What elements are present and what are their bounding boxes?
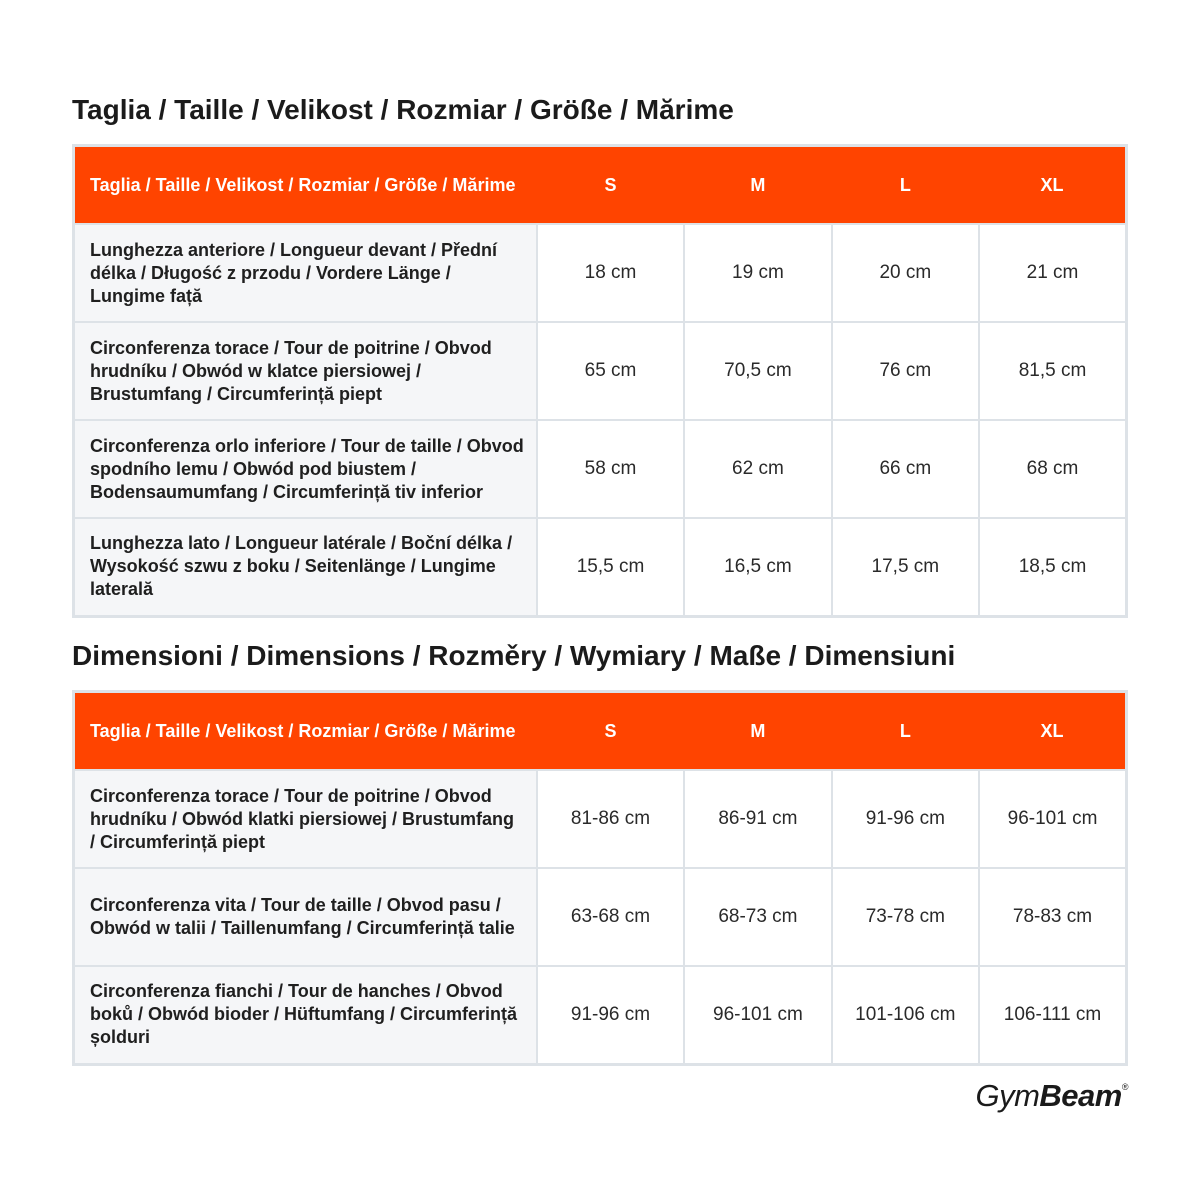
cell-value: 20 cm: [832, 224, 979, 322]
size-section-title: Taglia / Taille / Velikost / Rozmiar / Größe / Mărime: [72, 94, 734, 125]
table-row: [74, 770, 1127, 868]
table-header-row: [74, 146, 1127, 225]
header-size-l: L: [832, 146, 979, 225]
cell-value: 78-83 cm: [979, 868, 1126, 966]
header-size-m: M: [684, 146, 831, 225]
cell-value: 68-73 cm: [684, 868, 831, 966]
cell-value: 66 cm: [832, 420, 979, 518]
row-label: Circonferenza vita / Tour de taille / Obvod pasu / Obwód w talii / Taillenumfang / Circumferință talie: [74, 868, 537, 966]
header-size-xl: XL: [979, 692, 1126, 771]
logo-part-gym: Gym: [975, 1078, 1040, 1113]
row-label: Circonferenza torace / Tour de poitrine / Obvod hrudníku / Obwód w klatce piersiowej / Brustumfang / Circumferință piept: [74, 322, 537, 420]
cell-value: 18,5 cm: [979, 518, 1126, 616]
cell-value: 21 cm: [979, 224, 1126, 322]
cell-value: 16,5 cm: [684, 518, 831, 616]
dimensions-section-title: Dimensioni / Dimensions / Rozměry / Wymiary / Maße / Dimensiuni: [72, 640, 956, 671]
row-label: Lunghezza lato / Longueur latérale / Boční délka / Wysokość szwu z boku / Seitenlänge / Lungime laterală: [74, 518, 537, 616]
cell-value: 15,5 cm: [537, 518, 684, 616]
header-size-xl: XL: [979, 146, 1126, 225]
table-row: [74, 224, 1127, 322]
cell-value: 101-106 cm: [832, 966, 979, 1064]
cell-value: 106-111 cm: [979, 966, 1126, 1064]
cell-value: 76 cm: [832, 322, 979, 420]
table-row: [74, 868, 1127, 966]
header-label: Taglia / Taille / Velikost / Rozmiar / Größe / Mărime: [74, 692, 537, 771]
header-size-l: L: [832, 692, 979, 771]
table-row: [74, 518, 1127, 616]
cell-value: 58 cm: [537, 420, 684, 518]
cell-value: 63-68 cm: [537, 868, 684, 966]
row-label: Circonferenza torace / Tour de poitrine / Obvod hrudníku / Obwód klatki piersiowej / Brustumfang / Circumferință piept: [74, 770, 537, 868]
cell-value: 96-101 cm: [684, 966, 831, 1064]
dimensions-table: [72, 690, 1128, 1066]
cell-value: 65 cm: [537, 322, 684, 420]
table-row: [74, 966, 1127, 1064]
cell-value: 62 cm: [684, 420, 831, 518]
cell-value: 70,5 cm: [684, 322, 831, 420]
header-size-s: S: [537, 146, 684, 225]
size-table: [72, 144, 1128, 618]
row-label: Lunghezza anteriore / Longueur devant / Přední délka / Długość z przodu / Vordere Länge / Lungime față: [74, 224, 537, 322]
row-label: Circonferenza orlo inferiore / Tour de taille / Obvod spodního lemu / Obwód pod biustem / Bodensaumumfang / Circumferință tiv inferior: [74, 420, 537, 518]
row-label: Circonferenza fianchi / Tour de hanches / Obvod boků / Obwód bioder / Hüftumfang / Circumferință șolduri: [74, 966, 537, 1064]
header-size-s: S: [537, 692, 684, 771]
cell-value: 17,5 cm: [832, 518, 979, 616]
header-label: Taglia / Taille / Velikost / Rozmiar / Größe / Mărime: [74, 146, 537, 225]
cell-value: 68 cm: [979, 420, 1126, 518]
logo-part-beam: Beam: [1039, 1078, 1122, 1113]
registered-mark: ®: [1121, 1082, 1128, 1092]
cell-value: 18 cm: [537, 224, 684, 322]
cell-value: 73-78 cm: [832, 868, 979, 966]
table-row: [74, 322, 1127, 420]
cell-value: 91-96 cm: [537, 966, 684, 1064]
header-size-m: M: [684, 692, 831, 771]
gymbeam-logo: [975, 1078, 1128, 1114]
cell-value: 19 cm: [684, 224, 831, 322]
cell-value: 96-101 cm: [979, 770, 1126, 868]
table-header-row: [74, 692, 1127, 771]
cell-value: 81,5 cm: [979, 322, 1126, 420]
table-row: [74, 420, 1127, 518]
cell-value: 81-86 cm: [537, 770, 684, 868]
cell-value: 86-91 cm: [684, 770, 831, 868]
cell-value: 91-96 cm: [832, 770, 979, 868]
